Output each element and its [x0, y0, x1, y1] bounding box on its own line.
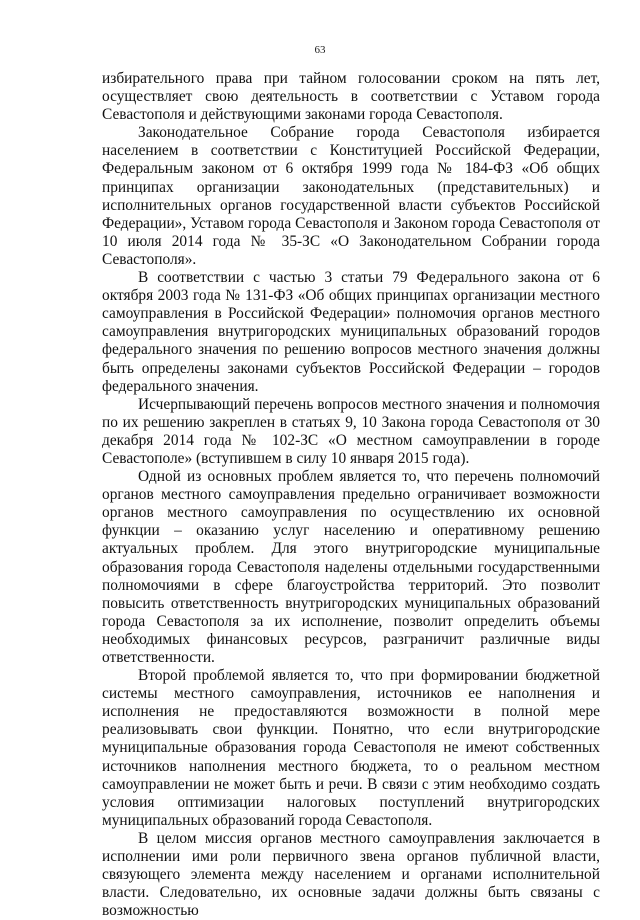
paragraph-powers-list: Исчерпывающий перечень вопросов местного значения и полномочия по их решению закреплен в статьях 9, 10 Закона города Севастополя от 30 декабря 2014 года № 102-ЗС «О местном самоуправлении в городе Севастополе» (вступившем в силу 10 января 2015 года).: [102, 395, 600, 467]
paragraph-continuation: избирательного права при тайном голосовании сроком на пять лет, осуществляет свою деятельность в соответствии с Уставом города Севастополя и действующими законами города Севастополя.: [102, 70, 600, 124]
page-number: 63: [314, 44, 326, 56]
paragraph-second-problem: Второй проблемой является то, что при формировании бюджетной системы местного самоуправления, источников ее наполнения и исполнения не предоставляются возможности в полной мере реализовывать свои функции. Понятно, что если внутригородские муниципальные образования города Севастополя не имеют собственных источников наполнения местного бюджета, то о реальном местном самоуправлении не может быть и речи. В связи с этим необходимо создать условия оптимизации налоговых поступлений внутригородских муниципальных образований города Севастополя.: [102, 667, 600, 829]
paragraph-mission: В целом миссия органов местного самоуправления заключается в исполнении ими роли первичного звена органов публичной власти, связующего элемента между населением и органами исполнительной власти. Следовательно, их основные задачи должны быть связаны с возможностью: [102, 829, 600, 920]
paragraph-first-problem: Одной из основных проблем является то, что перечень полномочий органов местного самоуправления предельно ограничивает возможности органов местного самоуправления по осуществлению их основной функции – оказанию услуг населению и оперативному решению актуальных проблем. Для этого внутригородские муниципальные образования города Севастополя наделены отдельными государственными полномочиями в сфере благоустройства территорий. Это позволит повысить ответственность внутригородских муниципальных образований города Севастополя за их исполнение, позволит определить объемы необходимых финансовых ресурсов, разграничит различные виды ответственности.: [102, 468, 600, 666]
paragraph-federal-law: В соответствии с частью 3 статьи 79 Федерального закона от 6 октября 2003 года № 131-ФЗ «Об общих принципах организации местного самоуправления в Российской Федерации» полномочия органов местного самоуправления внутригородских муниципальных образований городов федерального значения по решению вопросов местного значения должны быть определены законами субъектов Российской Федерации – городов федерального значения.: [102, 269, 600, 395]
body-text: [102, 70, 600, 920]
paragraph-legislative-assembly: Законодательное Собрание города Севастополя избирается населением в соответствии с Конституцией Российской Федерации, Федеральным законом от 6 октября 1999 года № 184-ФЗ «Об общих принципах организации законодательных (представительных) и исполнительных органов государственной власти субъектов Российской Федерации», Уставом города Севастополя и Законом города Севастополя от 10 июля 2014 года № 35-ЗС «О Законодательном Собрании города Севастополя».: [102, 124, 600, 268]
